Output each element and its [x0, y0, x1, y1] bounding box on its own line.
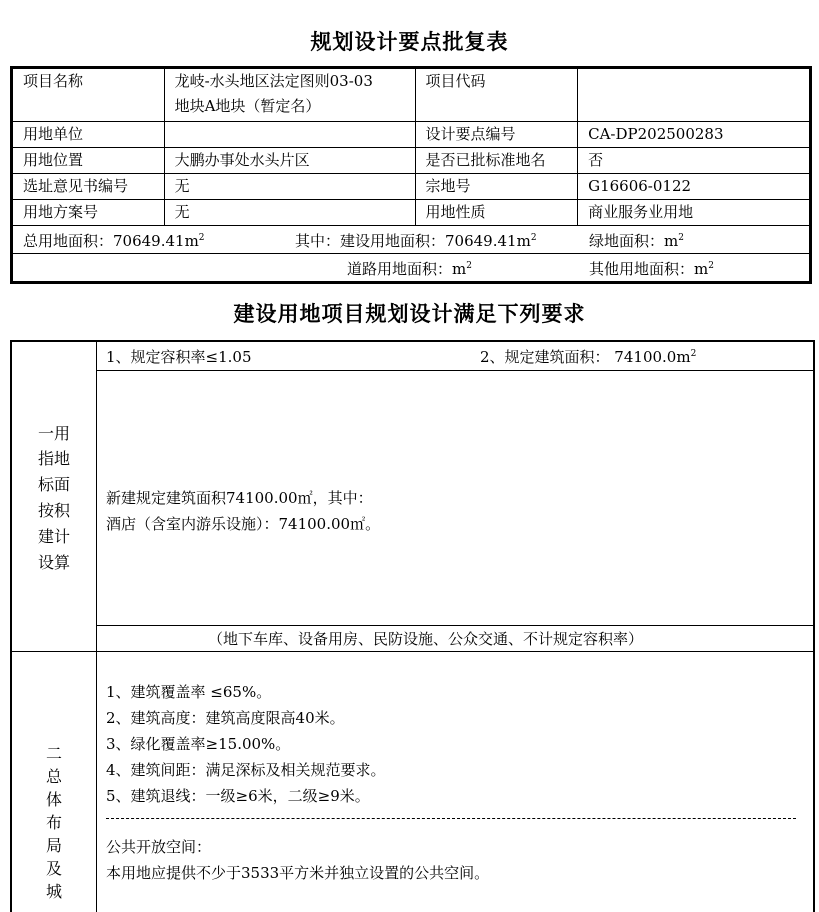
public-space-title: 公共开放空间： — [106, 838, 212, 856]
gfa-detail-line2: 酒店（含室内游乐设施）：74100.00㎡。 — [106, 515, 381, 533]
land-unit-label: 用地单位 — [12, 122, 165, 148]
design-no-value: CA-DP202500283 — [578, 122, 811, 148]
location-value: 大鹏办事处水头片区 — [164, 148, 415, 174]
green-area: 绿地面积：$m^2$ — [589, 232, 684, 250]
section1-side-label-b: 指地 标面 按积 建计 设算 — [37, 449, 70, 572]
area-summary-row-2 — [13, 254, 809, 281]
section1-footer-note: （地下车库、设备用房、民防设施、公众交通、不计规定容积率） — [208, 630, 644, 648]
parcel-label: 宗地号 — [415, 174, 578, 200]
parcel-value: G16606-0122 — [578, 174, 811, 200]
project-name-value — [164, 68, 415, 122]
design-no-label: 设计要点编号 — [415, 122, 578, 148]
gfa-requirement: 2、规定建筑面积： $74100.0m^2$ — [480, 348, 697, 366]
other-area: 其他用地面积：$m^2$ — [589, 260, 714, 278]
land-plan-value: 无 — [164, 200, 415, 226]
approved-name-label: 是否已批标准地名 — [415, 148, 578, 174]
requirement-item-5: 5、建筑退线：一级≥6米，二级≥9米。 — [106, 787, 370, 805]
location-label: 用地位置 — [12, 148, 165, 174]
section-title: 建设用地项目规划设计满足下列要求 — [233, 302, 586, 326]
requirements-table — [10, 340, 815, 912]
site-opinion-value: 无 — [164, 174, 415, 200]
requirement-item-4: 4、建筑间距：满足深标及相关规范要求。 — [106, 761, 386, 779]
land-unit-value — [164, 122, 415, 148]
approved-name-value: 否 — [578, 148, 811, 174]
project-code-label: 项目代码 — [415, 68, 578, 122]
divider — [96, 370, 813, 371]
far-requirement: 1、规定容积率≤1.05 — [106, 348, 252, 366]
land-use-label: 用地性质 — [415, 200, 578, 226]
requirement-item-2: 2、建筑高度：建筑高度限高40米。 — [106, 709, 345, 727]
requirement-item-3: 3、绿化覆盖率≥15.00%。 — [106, 735, 291, 753]
road-area: 道路用地面积：$m^2$ — [347, 260, 472, 278]
project-code-value — [578, 68, 811, 122]
section2-side-label: 二 总 体 布 局 及 城 — [45, 744, 62, 901]
project-name-label: 项目名称 — [12, 68, 165, 122]
requirement-item-1: 1、建筑覆盖率 ≤65%。 — [106, 683, 272, 701]
site-opinion-label: 选址意见书编号 — [12, 174, 165, 200]
dashed-divider — [106, 818, 796, 819]
land-use-value: 商业服务业用地 — [578, 200, 811, 226]
project-name-line1: 龙岐-水头地区法定图则03-03 — [174, 72, 373, 90]
project-name-line2: 地块A地块（暂定名） — [174, 97, 321, 115]
area-summary-row-1 — [13, 226, 809, 253]
construction-area: 其中：建设用地面积：$70649.41m^2$ — [295, 232, 537, 250]
land-plan-label: 用地方案号 — [12, 200, 165, 226]
page-title: 规划设计要点批复表 — [310, 30, 509, 54]
gfa-detail-line1: 新建规定建筑面积74100.00㎡，其中： — [106, 489, 373, 507]
section-divider — [12, 651, 813, 652]
section1-side-label-a: 一用 — [37, 424, 70, 443]
total-area: 总用地面积：$70649.41m^2$ — [23, 232, 205, 250]
project-info-table — [10, 66, 812, 284]
public-space-text: 本用地应提供不少于3533平方米并独立设置的公共空间。 — [106, 864, 490, 882]
